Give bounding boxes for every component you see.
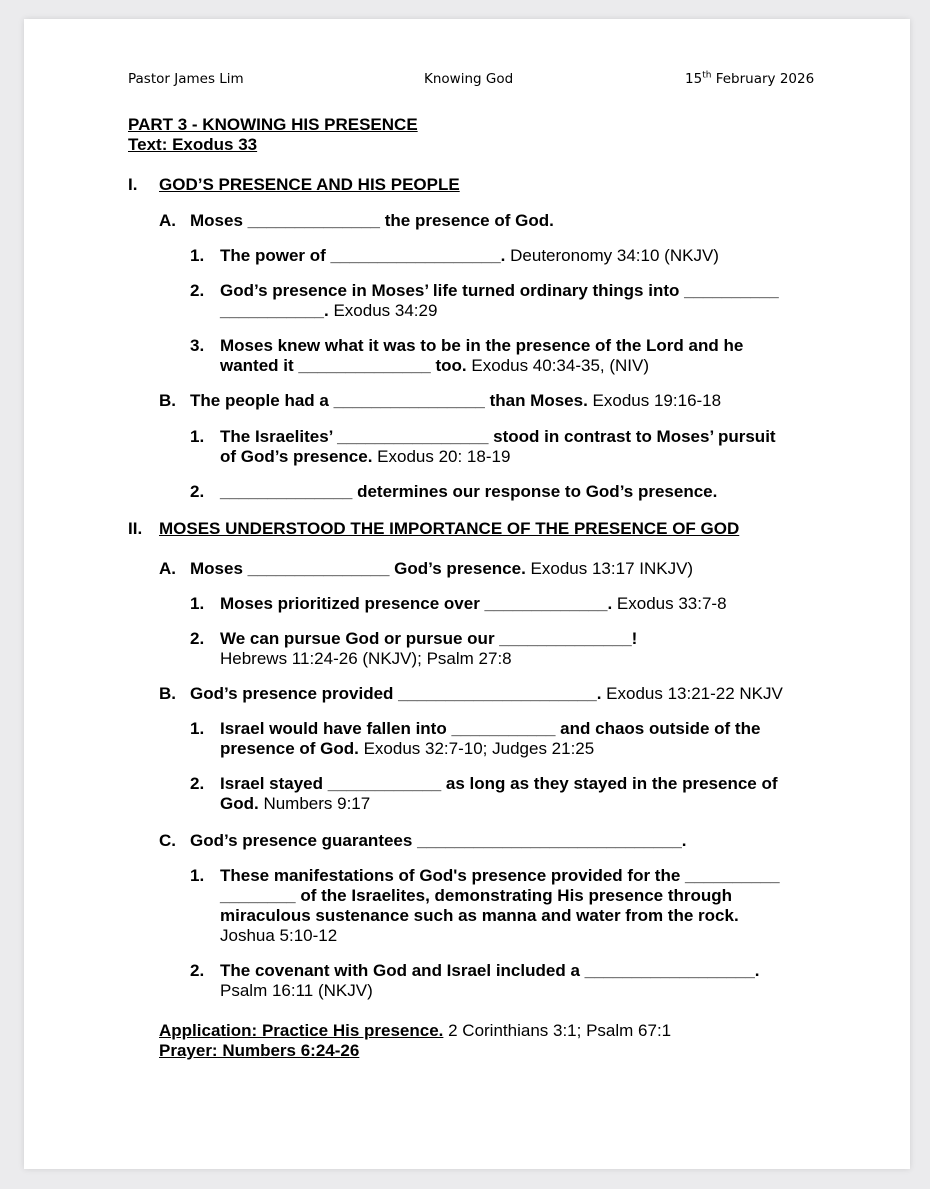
subpoint-ref: Hebrews 11:24-26 (NKJV); Psalm 27:8	[220, 649, 512, 668]
point-text: The people had a ________________ than Moses. Exodus 19:16-18	[190, 391, 722, 410]
point-letter: A.	[159, 211, 176, 230]
subpoint-text: Israel stayed ____________ as long as they stayed in the presence of	[220, 774, 778, 793]
point-text: Moses ______________ the presence of God.	[190, 211, 554, 230]
point-letter: C.	[159, 831, 176, 850]
subpoint-number: 2.	[190, 774, 205, 793]
header-date: 15th February 2026	[685, 70, 815, 87]
subpoint-number: 3.	[190, 336, 205, 355]
subpoint-text-cont: God. Numbers 9:17	[220, 794, 371, 813]
subpoint-text: We can pursue God or pursue our ______________!	[220, 629, 638, 648]
point-text: Moses _______________ God’s presence. Exodus 13:17 INKJV)	[190, 559, 694, 578]
subpoint-text: These manifestations of God's presence provided for the __________	[220, 866, 780, 885]
subpoint-number: 2.	[190, 482, 205, 501]
subpoint-text: The power of __________________. Deuteronomy 34:10 (NKJV)	[220, 246, 719, 265]
subpoint-number: 1.	[190, 427, 205, 446]
subpoint-text-cont: ________ of the Israelites, demonstrating His presence through	[220, 886, 733, 905]
point-text: God’s presence guarantees ____________________________.	[190, 831, 687, 850]
subpoint-text-cont: presence of God. Exodus 32:7-10; Judges 21:25	[220, 739, 595, 758]
section-number: I.	[128, 175, 138, 194]
subpoint-text: Moses prioritized presence over _____________. Exodus 33:7-8	[220, 594, 727, 613]
document-page	[24, 19, 910, 1169]
section-heading: GOD’S PRESENCE AND HIS PEOPLE	[159, 175, 460, 194]
subpoint-text: Israel would have fallen into ___________ and chaos outside of the	[220, 719, 761, 738]
subpoint-text-cont: of God’s presence. Exodus 20: 18-19	[220, 447, 511, 466]
point-letter: B.	[159, 684, 176, 703]
subpoint-text: The covenant with God and Israel included a __________________.	[220, 961, 760, 980]
subpoint-text: Moses knew what it was to be in the presence of the Lord and he	[220, 336, 744, 355]
subpoint-text-cont: wanted it ______________ too. Exodus 40:34-35, (NIV)	[220, 356, 650, 375]
section-heading: MOSES UNDERSTOOD THE IMPORTANCE OF THE PRESENCE OF GOD	[159, 519, 740, 538]
subpoint-number: 1.	[190, 719, 205, 738]
subpoint-text: The Israelites’ ________________ stood in contrast to Moses’ pursuit	[220, 427, 776, 446]
point-text: God’s presence provided _____________________. Exodus 13:21-22 NKJV	[190, 684, 783, 703]
subpoint-ref: Joshua 5:10-12	[220, 926, 338, 945]
subpoint-number: 2.	[190, 281, 205, 300]
subpoint-number: 1.	[190, 246, 205, 265]
scripture-text: Text: Exodus 33	[128, 135, 258, 154]
subpoint-ref: Psalm 16:11 (NKJV)	[220, 981, 373, 1000]
header-author: Pastor James Lim	[128, 71, 244, 87]
subpoint-text: ______________ determines our response to God’s presence.	[220, 482, 718, 501]
subpoint-number: 1.	[190, 594, 205, 613]
subpoint-text-cont: miraculous sustenance such as manna and water from the rock.	[220, 906, 739, 925]
application-line: Application: Practice His presence. 2 Corinthians 3:1; Psalm 67:1	[159, 1021, 672, 1040]
point-letter: A.	[159, 559, 176, 578]
prayer-line: Prayer: Numbers 6:24-26	[159, 1041, 360, 1060]
subpoint-text: God’s presence in Moses’ life turned ordinary things into __________	[220, 281, 779, 300]
point-letter: B.	[159, 391, 176, 410]
subpoint-text-cont: ___________. Exodus 34:29	[220, 301, 438, 320]
page-title: PART 3 - KNOWING HIS PRESENCE	[128, 115, 418, 134]
subpoint-number: 2.	[190, 629, 205, 648]
subpoint-number: 1.	[190, 866, 205, 885]
header-series: Knowing God	[424, 71, 514, 87]
subpoint-number: 2.	[190, 961, 205, 980]
section-number: II.	[128, 519, 143, 538]
